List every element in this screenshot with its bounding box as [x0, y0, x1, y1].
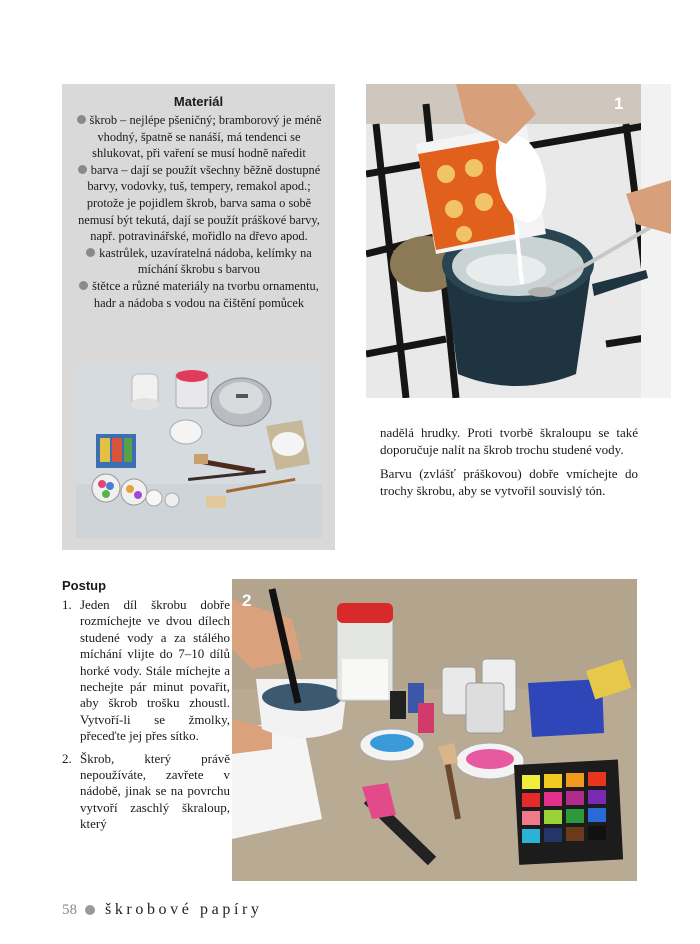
postup-heading: Postup: [62, 578, 107, 593]
materials-photo: [76, 364, 322, 538]
running-title: škrobové papíry: [105, 901, 263, 918]
material-item: kastrůlek, uzavíratelná nádoba, kelímky na míchání škrobu s barvou: [74, 245, 324, 278]
bullet-icon: [77, 115, 86, 124]
material-box: [62, 84, 335, 550]
material-item: štětce a různé materiály na tvorbu ornamentu, hadr a nádoba s vodou na čištění pomůcek: [74, 278, 324, 311]
paragraph: nadělá hrudky. Proti tvorbě škraloupu se také doporučuje nalít na škrob trochu studené vody.: [380, 425, 638, 457]
bullet-icon: [78, 165, 87, 174]
photo-number: 1: [614, 94, 624, 113]
step-text: Jeden díl škrobu dobře rozmíchejte ve dvou dílech studené vody a za stálého míchání vlijte do 7–10 dílů horké vody. Stále míchejte a nechejte pár minut povařit, aby škrob trošku zhoustl. Vytvoří-li se žmolky, přeceďte jej přes sítko.: [80, 597, 230, 744]
continuation-text: [380, 425, 638, 507]
material-item: škrob – nejlépe pšeničný; bramborový je méně vhodný, špatně se nanáší, má tendenci se shlukovat, při vaření se musí hodně naředit: [74, 112, 324, 162]
step-number: 1.: [62, 597, 72, 612]
step-item: [62, 597, 230, 745]
step-number: 2.: [62, 750, 72, 766]
photo-number: 2: [242, 591, 252, 610]
bullet-icon: [86, 248, 95, 257]
material-list: [74, 112, 324, 311]
paragraph: Barvu (zvlášť práškovou) dobře vmíchejte do trochy škrobu, aby se vytvořil souvislý tón.: [380, 466, 638, 498]
footer-dot-icon: [85, 905, 95, 915]
page-footer: [62, 900, 263, 920]
photo-mixing-colors: [232, 579, 637, 881]
photo-cooking-starch: [366, 84, 671, 398]
step-text: Škrob, který právě nepoužíváte, zavřete v nádobě, jinak se na povrchu vytvoří zaschlý škraloup, který: [80, 750, 230, 832]
step-item: [62, 751, 230, 833]
page-number: 58: [62, 901, 77, 918]
bullet-icon: [79, 281, 88, 290]
steps-list: [62, 597, 230, 839]
material-title: Materiál: [173, 94, 224, 109]
material-item: barva – dají se použít všechny běžně dostupné barvy, vodovky, tuš, tempery, remakol apod.; protože je pojidlem škrob, barva sama o sobě nemusí být tekutá, dají se použít práškové barvy, např. potravinářské, mořidlo na dřevo apod.: [78, 162, 321, 244]
